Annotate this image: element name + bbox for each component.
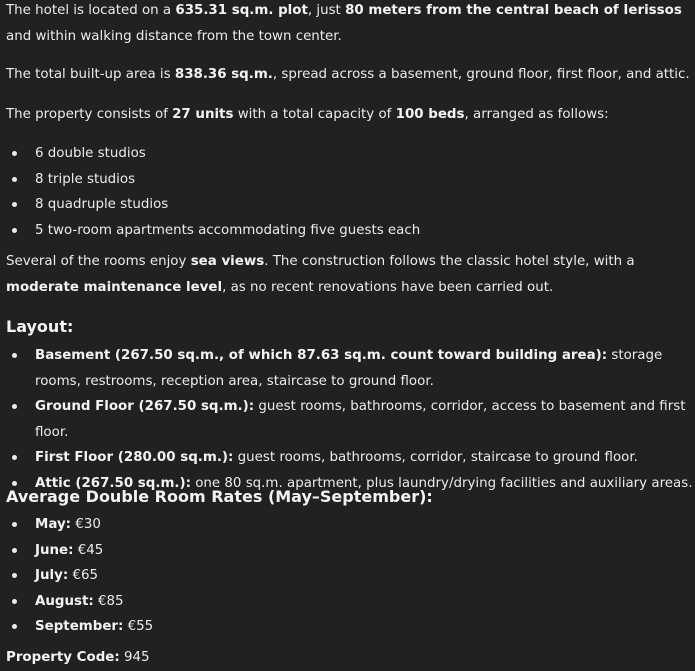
unit-types-list: [0, 141, 695, 243]
rate-value: €30: [71, 517, 101, 532]
rate-value: €85: [93, 593, 124, 609]
bullet-icon: [12, 353, 17, 358]
bullet-icon: [12, 522, 17, 527]
unit-type: 8 quadruple studios: [35, 197, 169, 212]
bullet-icon: [12, 573, 17, 578]
month-label: August:: [35, 593, 94, 609]
list-item: [0, 192, 695, 218]
unit-count: 27 units: [172, 107, 234, 122]
list-item: [0, 512, 695, 538]
beach-distance: 80 meters from the central beach of Ierissos: [345, 3, 682, 18]
floor-description: guest rooms, bathrooms, corridor, staircase to ground floor.: [233, 450, 638, 465]
list-item: [0, 614, 695, 640]
bullet-icon: [12, 177, 17, 182]
rate-value: €45: [73, 542, 104, 558]
bullet-icon: [12, 599, 17, 604]
list-item: [0, 394, 695, 445]
text-segment: , spread across a basement, ground floor, first floor, and attic.: [272, 67, 690, 82]
text-segment: , just: [307, 3, 346, 18]
bullet-icon: [12, 624, 17, 629]
views-paragraph: [6, 249, 692, 300]
rates-heading: Average Double Room Rates (May–September):: [6, 487, 433, 506]
list-item: [0, 218, 695, 244]
built-area: 838.36 sq.m.: [174, 67, 273, 82]
layout-list: [0, 343, 695, 496]
bed-count: 100 beds: [395, 107, 465, 122]
text-segment: The total built-up area is: [6, 67, 175, 82]
floor-label: Basement (267.50 sq.m., of which 87.63 sq.m. count toward building area):: [35, 348, 608, 363]
text-segment: , as no recent renovations have been carried out.: [222, 279, 554, 295]
floor-label: Attic (267.50 sq.m.):: [35, 475, 191, 491]
maintenance-level: moderate maintenance level: [6, 279, 223, 295]
list-item: [0, 445, 695, 471]
capacity-paragraph: [6, 102, 692, 128]
property-code-label: Property Code:: [6, 650, 120, 665]
text-segment: The hotel is located on a: [6, 3, 176, 18]
bullet-icon: [12, 151, 17, 156]
list-item: [0, 167, 695, 193]
text-segment: and within walking distance from the town center.: [6, 28, 342, 44]
rate-value: €55: [123, 619, 154, 634]
bullet-icon: [12, 404, 17, 409]
list-item: [0, 343, 695, 394]
bullet-icon: [12, 202, 17, 207]
text-segment: Several of the rooms enjoy: [6, 254, 191, 269]
bullet-icon: [12, 455, 17, 460]
unit-type: 8 triple studios: [35, 171, 136, 187]
text-segment: , arranged as follows:: [464, 107, 609, 122]
unit-type: 6 double studios: [35, 146, 146, 161]
bullet-icon: [12, 228, 17, 233]
floor-description: one 80 sq.m. apartment, plus laundry/drying facilities and auxiliary areas.: [190, 475, 693, 491]
floor-label: First Floor (280.00 sq.m.):: [35, 450, 234, 465]
layout-heading: Layout:: [6, 317, 74, 336]
built-area-paragraph: [6, 62, 692, 88]
unit-type: 5 two-room apartments accommodating five guests each: [35, 222, 421, 238]
month-label: September:: [35, 619, 124, 634]
rate-value: €65: [68, 568, 99, 583]
list-item: [0, 141, 695, 167]
floor-description: storage rooms, restrooms, reception area, staircase to ground floor.: [35, 348, 663, 389]
floor-description: guest rooms, bathrooms, corridor, access to basement and first floor.: [35, 399, 686, 440]
property-code-value: 945: [119, 650, 150, 665]
text-segment: with a total capacity of: [233, 107, 396, 122]
month-label: May:: [35, 517, 72, 532]
text-segment: . The construction follows the classic hotel style, with a: [264, 254, 635, 269]
floor-label: Ground Floor (267.50 sq.m.):: [35, 399, 255, 414]
bullet-icon: [12, 548, 17, 553]
property-code: [6, 645, 150, 671]
rates-list: [0, 512, 695, 640]
month-label: June:: [35, 542, 74, 558]
plot-size: 635.31 sq.m. plot: [175, 3, 308, 18]
text-segment: The property consists of: [6, 107, 173, 122]
list-item: [0, 538, 695, 564]
list-item: [0, 563, 695, 589]
month-label: July:: [35, 568, 69, 583]
sea-views: sea views: [190, 254, 265, 269]
intro-location-paragraph: [6, 0, 692, 49]
list-item: [0, 589, 695, 615]
